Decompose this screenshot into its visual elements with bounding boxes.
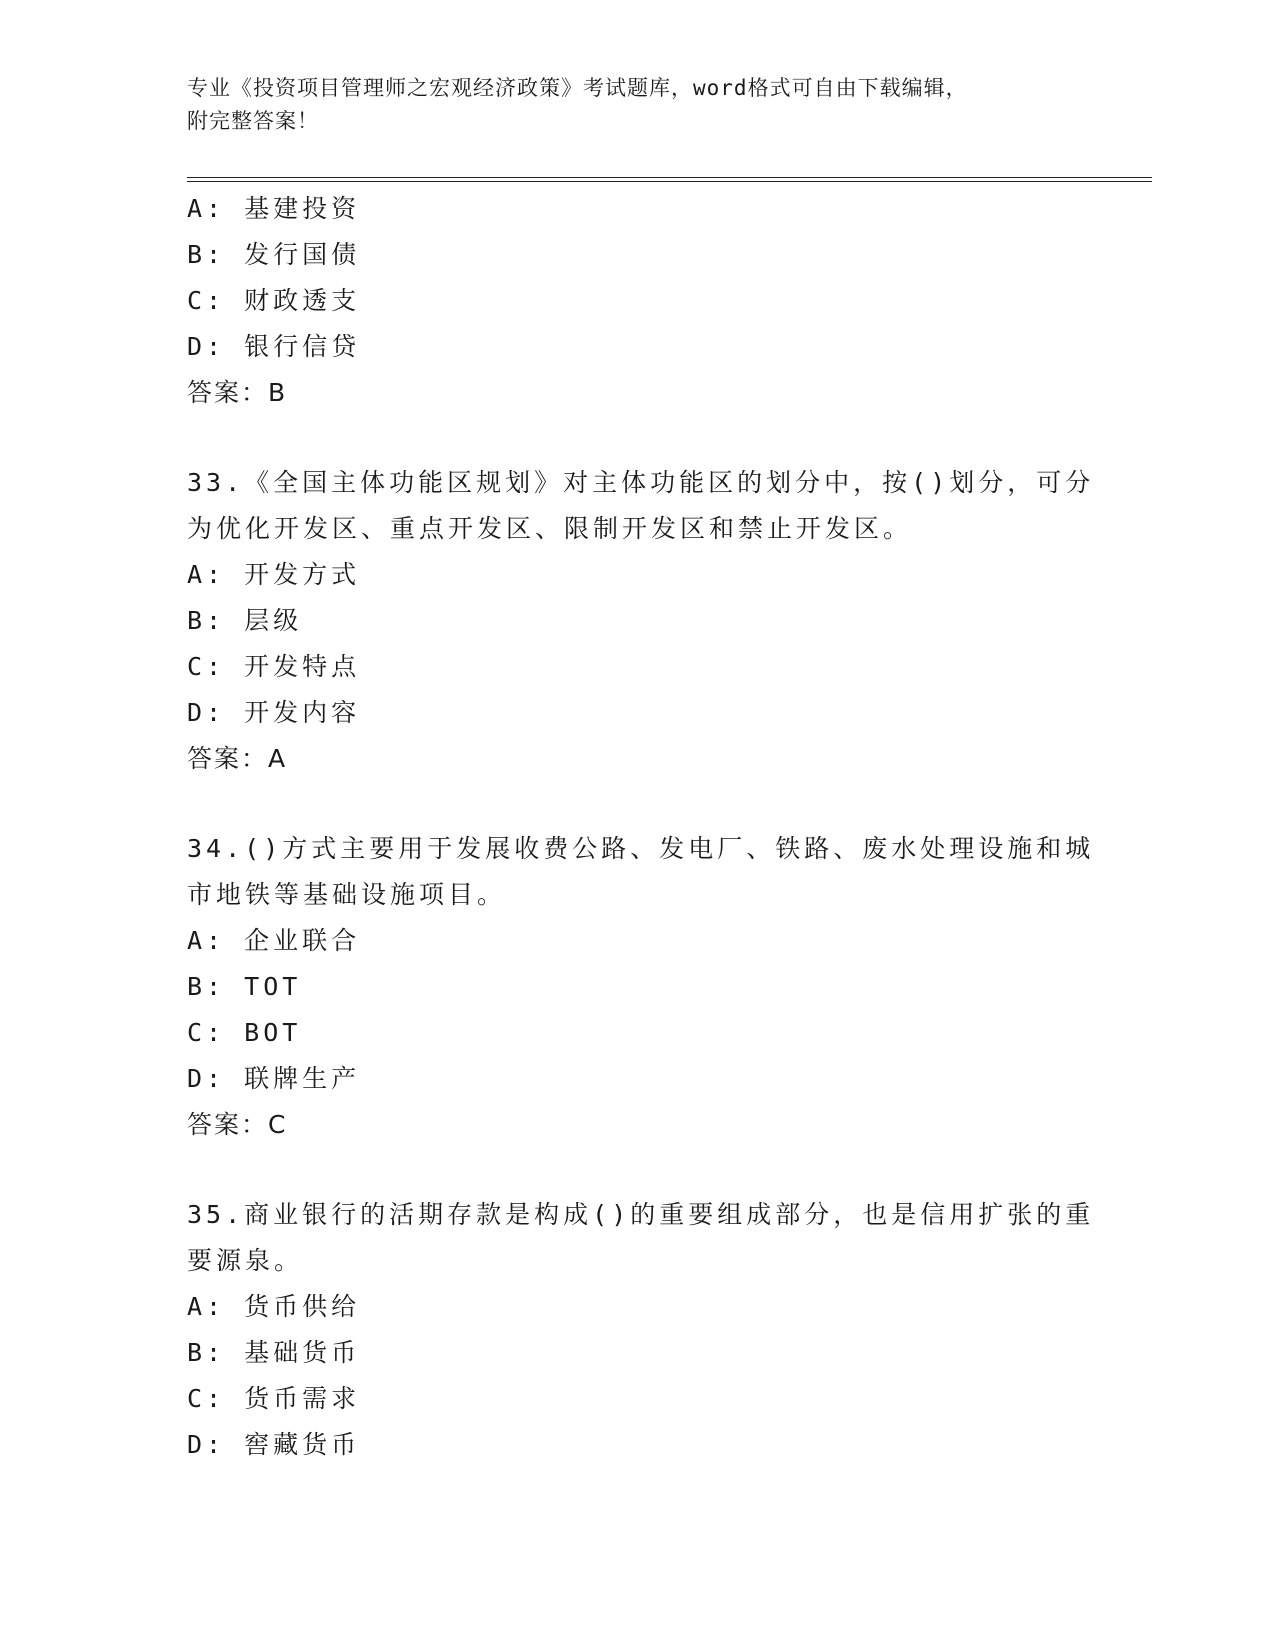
option-c: C: BOT bbox=[187, 1018, 302, 1047]
option-a: A: 开发方式 bbox=[187, 560, 361, 589]
option-a: A: 基建投资 bbox=[187, 194, 361, 223]
option-d: D: 银行信贷 bbox=[187, 332, 361, 361]
option-b: B: TOT bbox=[187, 972, 302, 1001]
question-stem-line-2: 为优化开发区、重点开发区、限制开发区和禁止开发区。 bbox=[187, 514, 913, 543]
option-c: C: 货币需求 bbox=[187, 1384, 361, 1413]
question-34 bbox=[187, 826, 1095, 1148]
answer-line: 答案：C bbox=[187, 1110, 288, 1139]
question-32 bbox=[187, 186, 1087, 416]
question-35 bbox=[187, 1192, 1095, 1468]
answer-line: 答案：B bbox=[187, 378, 288, 407]
option-d: D: 联牌生产 bbox=[187, 1064, 361, 1093]
question-stem-line-1: 35.商业银行的活期存款是构成()的重要组成部分，也是信用扩张的重 bbox=[187, 1200, 1095, 1229]
header-double-rule bbox=[187, 177, 1152, 182]
option-a: A: 企业联合 bbox=[187, 926, 361, 955]
document-header bbox=[187, 72, 1067, 138]
header-line-2: 附完整答案！ bbox=[187, 109, 319, 133]
question-stem-line-1: 34.()方式主要用于发展收费公路、发电厂、铁路、废水处理设施和城 bbox=[187, 834, 1095, 863]
option-c: C: 开发特点 bbox=[187, 652, 361, 681]
option-c: C: 财政透支 bbox=[187, 286, 361, 315]
option-d: D: 开发内容 bbox=[187, 698, 361, 727]
spacer bbox=[187, 782, 1087, 826]
question-stem-line-2: 市地铁等基础设施项目。 bbox=[187, 880, 507, 909]
question-stem-line-2: 要源泉。 bbox=[187, 1246, 304, 1275]
option-b: B: 发行国债 bbox=[187, 240, 361, 269]
option-d: D: 窖藏货币 bbox=[187, 1430, 361, 1459]
question-stem-line-1: 33.《全国主体功能区规划》对主体功能区的划分中，按()划分，可分 bbox=[187, 468, 1095, 497]
header-line-1: 专业《投资项目管理师之宏观经济政策》考试题库，word格式可自由下载编辑， bbox=[187, 76, 968, 100]
spacer bbox=[187, 1148, 1087, 1192]
option-a: A: 货币供给 bbox=[187, 1292, 361, 1321]
spacer bbox=[187, 416, 1087, 460]
option-b: B: 层级 bbox=[187, 606, 303, 635]
question-33 bbox=[187, 460, 1095, 782]
answer-line: 答案：A bbox=[187, 744, 288, 773]
option-b: B: 基础货币 bbox=[187, 1338, 361, 1367]
question-list bbox=[187, 186, 1095, 1468]
